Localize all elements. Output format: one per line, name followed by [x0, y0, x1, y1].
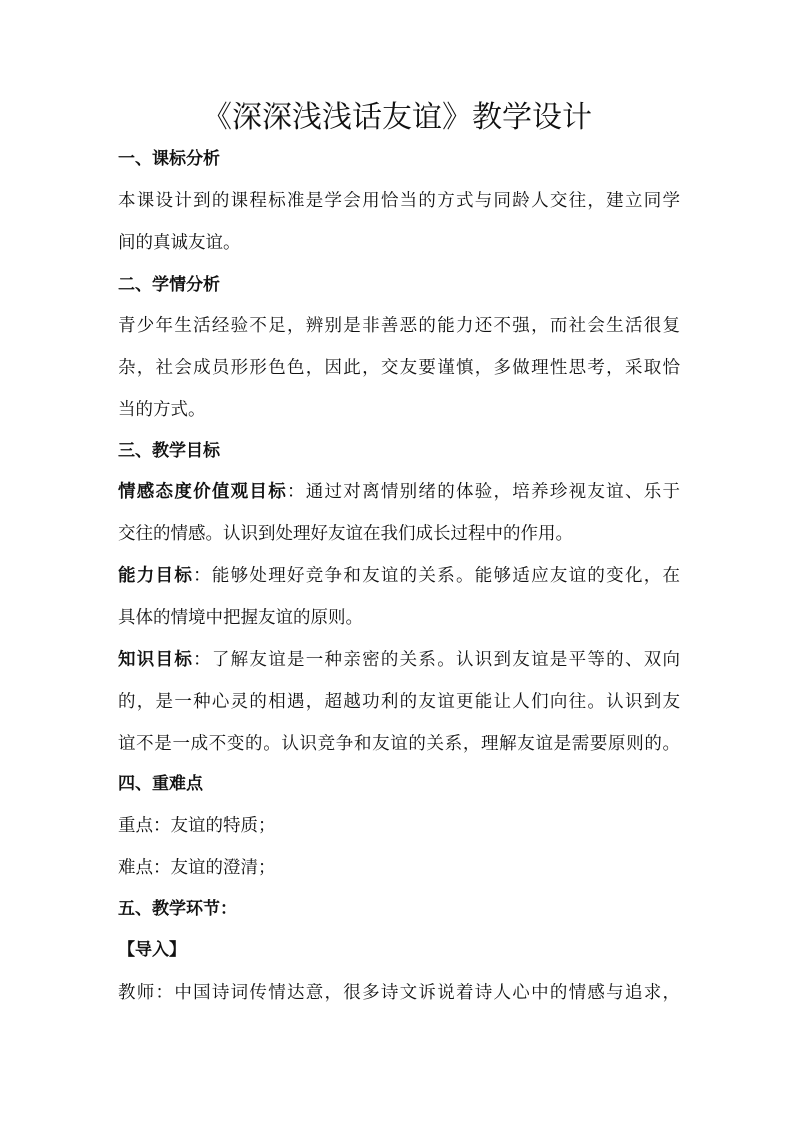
goal-label: 能力目标: [118, 566, 194, 586]
paragraph-curriculum-analysis: [118, 180, 680, 264]
text-line: 重点：友谊的特质；: [118, 816, 276, 836]
text-line: 难点：友谊的澄清；: [118, 858, 276, 878]
goal-text: ：能够处理好竞争和友谊的关系。能够适应友谊的变化，在: [193, 566, 681, 586]
text-line: [118, 555, 680, 597]
text-line: 具体的情境中把握友谊的原则。: [118, 608, 363, 628]
paragraph-knowledge-goal: [118, 639, 680, 765]
paragraph-ability-goal: [118, 555, 680, 639]
paragraph-emotional-goal: [118, 471, 680, 555]
paragraph-key-points: [118, 805, 680, 889]
section-heading-teaching-steps: 五、教学环节：: [118, 899, 237, 919]
goal-text: ：通过对离情别绪的体验，培养珍视友谊、乐于: [286, 482, 681, 502]
text-line: 交往的情感。认识到处理好友谊在我们成长过程中的作用。: [118, 524, 573, 544]
goal-label: 知识目标: [118, 650, 194, 670]
text-line: 杂，社会成员形形色色，因此，交友要谨慎，多做理性思考，采取恰: [118, 358, 680, 378]
section-heading-curriculum-analysis: 一、课标分析: [118, 149, 220, 169]
subheading-introduction: 【导入】: [118, 940, 186, 960]
section-heading-teaching-goals: 三、教学目标: [118, 441, 220, 461]
section-heading-learner-analysis: 二、学情分析: [118, 275, 220, 295]
text-line: [118, 471, 680, 513]
text-line: 青少年生活经验不足，辨别是非善恶的能力还不强，而社会生活很复: [118, 316, 680, 336]
text-line: 间的真诚友谊。: [118, 233, 241, 253]
document-title: 《深深浅浅话友谊》教学设计: [202, 100, 592, 135]
text-line: 当的方式。: [118, 400, 206, 420]
paragraph-introduction: [118, 972, 680, 1014]
text-line: 本课设计到的课程标准是学会用恰当的方式与同龄人交往，建立同学: [118, 191, 680, 211]
goal-label: 情感态度价值观目标: [118, 482, 287, 502]
text-line: 谊不是一成不变的。认识竞争和友谊的关系，理解友谊是需要原则的。: [118, 734, 680, 754]
paragraph-learner-analysis: [118, 305, 680, 431]
goal-text: ：了解友谊是一种亲密的关系。认识到友谊是平等的、双向: [193, 650, 681, 670]
text-line: [118, 639, 680, 681]
text-line: 的，是一种心灵的相遇，超越功利的友谊更能让人们向往。认识到友: [118, 692, 680, 712]
text-line: 教师：中国诗词传情达意，很多诗文诉说着诗人心中的情感与追求，: [118, 983, 680, 1003]
section-heading-key-points: 四、重难点: [118, 774, 203, 794]
